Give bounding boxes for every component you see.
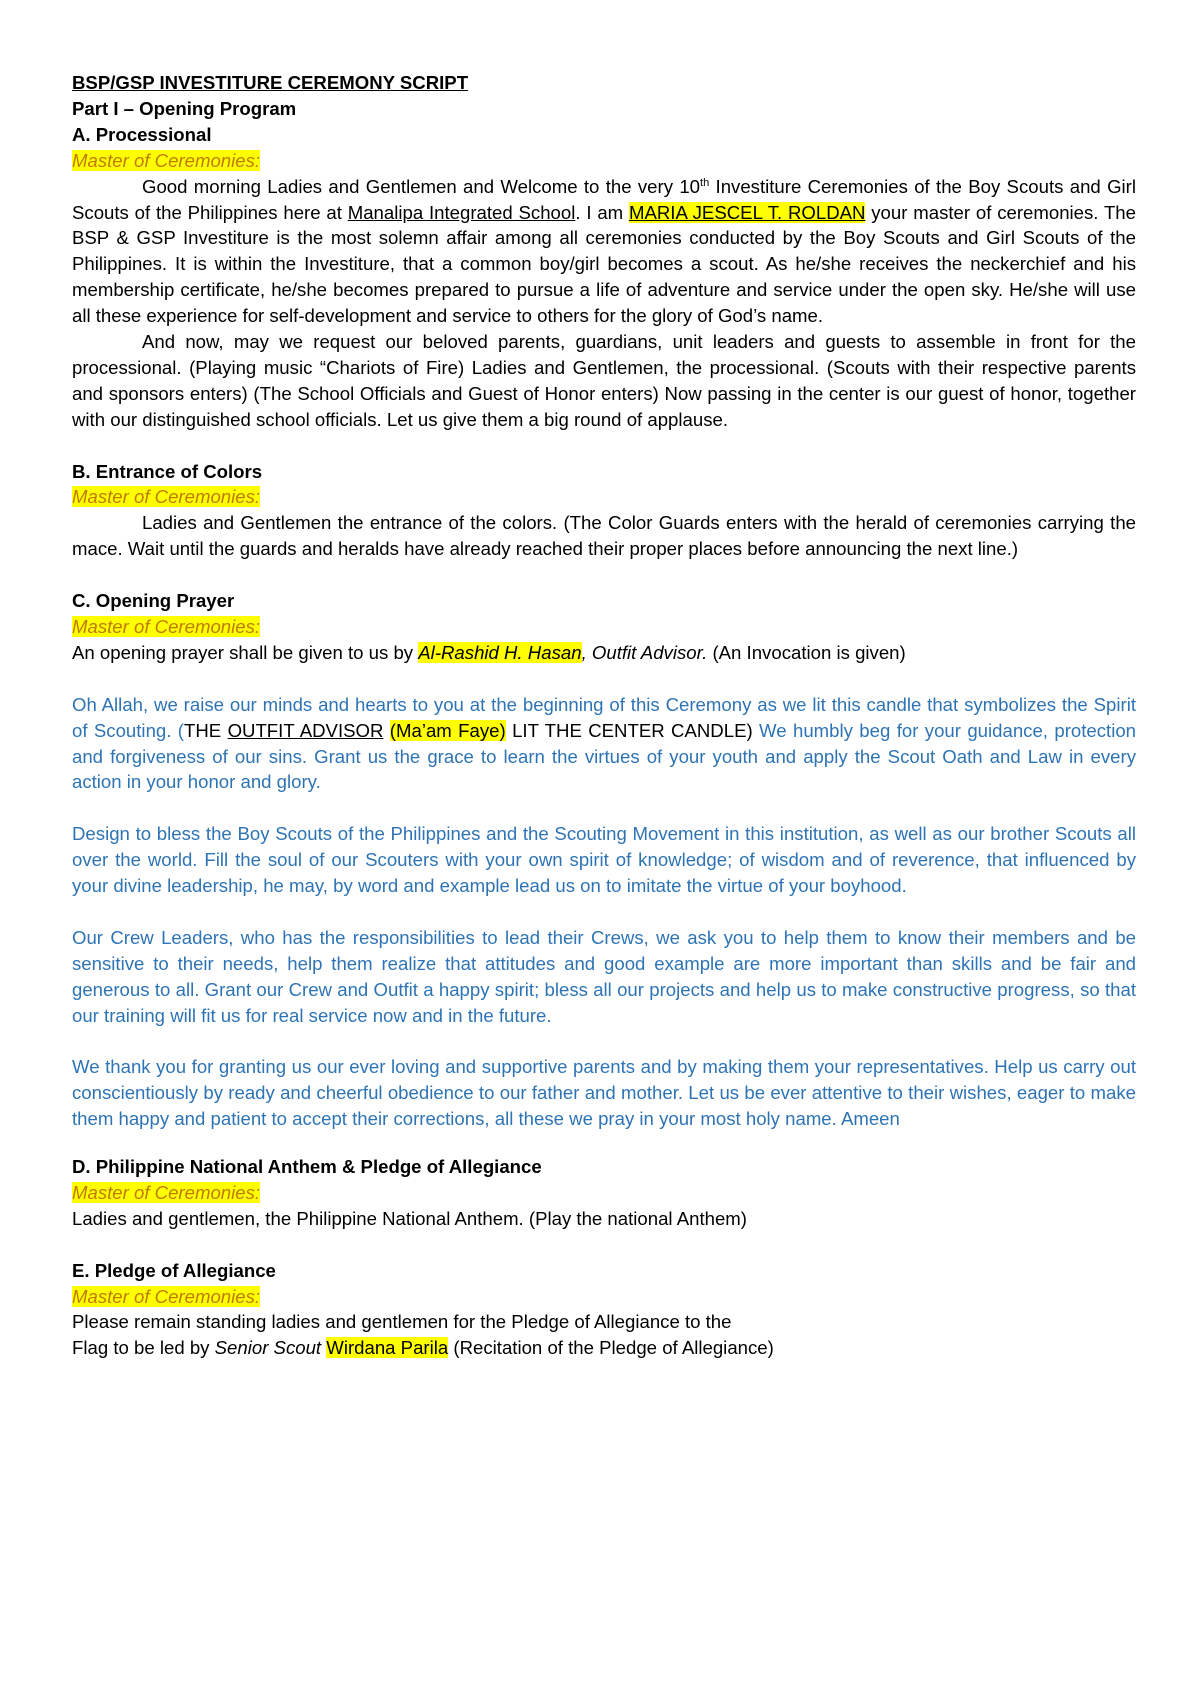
section-e-paragraph-1: Please remain standing ladies and gentlemen for the Pledge of Allegiance to the xyxy=(72,1311,732,1333)
mc-label-c: Master of Ceremonies: xyxy=(72,616,261,637)
outfit-advisor: OUTFIT ADVISOR xyxy=(227,719,384,741)
pledge-leader-name: Wirdana Parila xyxy=(326,1337,449,1359)
section-d-heading: D. Philippine National Anthem & Pledge of Allegiance xyxy=(72,1156,542,1178)
mc-name: MARIA JESCEL T. ROLDAN xyxy=(628,201,866,223)
section-c-heading: C. Opening Prayer xyxy=(72,590,235,612)
mc-label-b: Master of Ceremonies: xyxy=(72,486,261,508)
section-c-paragraph-1: An opening prayer shall be given to us by Al-Rashid H. Hasan, Outfit Advisor. (An Invocation is given) xyxy=(72,641,906,663)
prayer-leader-name: Al-Rashid H. Hasan xyxy=(418,641,582,663)
mc-label-e: Master of Ceremonies: xyxy=(72,1285,261,1307)
section-a-paragraph-1: Good morning Ladies and Gentlemen and Welcome to the very 10th Investiture Ceremonies of the Boy Scouts and Girl Scouts of the Philippines here at Manalipa Integrated School. I am MARIA JESCEL T. ROLDAN your master of ceremonies. The BSP & GSP Investiture is the most solemn affair among all ceremonies conducted by the Boy Scouts and Girl Scouts of the Philippines. It is within the Investiture, that a common boy/girl becomes a scout. As he/she receives the neckerchief and his membership certificate, he/she becomes prepared to pursue a life of adventure and service under the open sky. He/she will use all these experience for self-development and service to others for the glory of God’s name. xyxy=(72,175,1136,327)
senior-scout-role: Senior Scout xyxy=(214,1337,322,1359)
section-a-heading: A. Processional xyxy=(72,123,212,145)
mc-label-a: Master of Ceremonies: xyxy=(72,149,261,171)
section-b-paragraph-1: Ladies and Gentlemen the entrance of the colors. (The Color Guards enters with the herald of ceremonies carrying the mace. Wait until the guards and heralds have already reached their proper places before announcing the next line.) xyxy=(72,512,1136,560)
document-page xyxy=(72,70,1136,1361)
document-title: BSP/GSP INVESTITURE CEREMONY SCRIPT xyxy=(72,72,469,93)
prayer-paragraph-4: We thank you for granting us our ever loving and supportive parents and by making them your representatives. Help us carry out conscientiously by ready and cheerful obedience to our father and mother. Let us be ever attentive to their wishes, eager to make them happy and patient to accept their corrections, all these we pray in your most holy name. Ameen xyxy=(72,1056,1136,1130)
section-a-paragraph-2: And now, may we request our beloved parents, guardians, unit leaders and guests to assemble in front for the processional. (Playing music “Chariots of Fire) Ladies and Gentlemen, the processional. (Scouts with their respective parents and sponsors enters) (The School Officials and Guest of Honor enters) Now passing in the center is our guest of honor, together with our distinguished school officials. Let us give them a big round of applause. xyxy=(72,331,1136,430)
mc-label-d: Master of Ceremonies: xyxy=(72,1181,261,1203)
section-b-heading: B. Entrance of Colors xyxy=(72,460,263,482)
maam-faye: (Ma’am Faye) xyxy=(389,719,506,741)
section-e-heading: E. Pledge of Allegiance xyxy=(72,1259,276,1281)
prayer-paragraph-1: Oh Allah, we raise our minds and hearts to you at the beginning of this Ceremony as we lit this candle that symbolizes the Spirit of Scouting. (THE OUTFIT ADVISOR (Ma’am Faye) LIT THE CENTER CANDLE) We humbly beg for your guidance, protection and forgiveness of our sins. Grant us the grace to learn the virtues of your youth and apply the Scout Oath and Law in every action in your honor and glory. xyxy=(72,693,1137,793)
section-e-paragraph-2: Flag to be led by Senior Scout Wirdana Parila (Recitation of the Pledge of Allegiance) xyxy=(72,1337,774,1359)
school-name: Manalipa Integrated School xyxy=(347,201,576,223)
part-heading: Part I – Opening Program xyxy=(72,97,297,119)
prayer-paragraph-2: Design to bless the Boy Scouts of the Philippines and the Scouting Movement in this institution, as well as our brother Scouts all over the world. Fill the soul of our Scouters with your own spirit of knowledge; of wisdom and of reverence, that influenced by your divine leadership, he may, by word and example lead us on to imitate the virtue of your boyhood. xyxy=(72,823,1136,897)
section-d-paragraph-1: Ladies and gentlemen, the Philippine National Anthem. (Play the national Anthem) xyxy=(72,1207,747,1229)
prayer-paragraph-3: Our Crew Leaders, who has the responsibilities to lead their Crews, we ask you to help them to know their members and be sensitive to their needs, help them realize that attitudes and good example are more important than skills and be fair and generous to all. Grant our Crew and Outfit a happy spirit; bless all our projects and help us to make constructive progress, so that our training will fit us for real service now and in the future. xyxy=(72,926,1136,1026)
